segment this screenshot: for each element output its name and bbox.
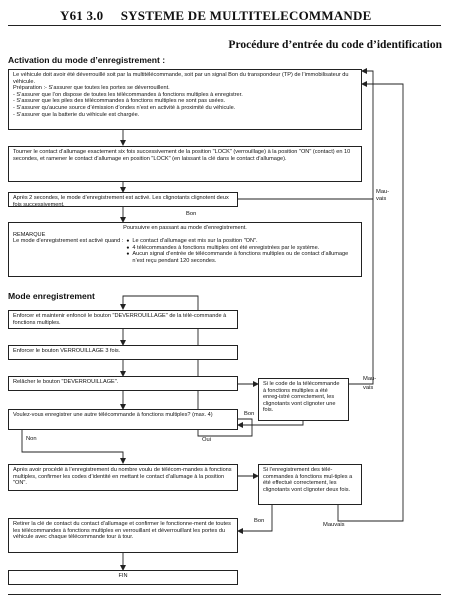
step-ignition-cycle xyxy=(8,146,362,182)
label-bad-2: Mau- vais xyxy=(363,376,377,391)
step-press-lock-text: Enforcer le bouton VERROUILLAGE 3 fois. xyxy=(13,348,121,354)
label-yes: Oui xyxy=(202,437,212,443)
step-release-unlock xyxy=(8,376,238,391)
step-mode-active xyxy=(8,192,238,207)
step-end-text: FIN xyxy=(118,573,128,579)
model-code: Y61 3.0 xyxy=(60,8,104,23)
step-hold-unlock xyxy=(8,310,238,329)
step-mode-active-text: Après 2 secondes, le mode d’enregistrement est activé. Les clignotants clignotent deux fois successivement. xyxy=(13,195,229,207)
remark-item: ● Aucun signal d’entrée de télécommande à fonctions multiples ou de contact d’allumage n’est reçu pendant 120 secondes. xyxy=(126,251,357,264)
step-preparation-text: Le véhicule doit avoir été déverrouillé soit par la multitélécommande, soit par un signal Bon du transpondeur (TP) de l’immobilisateur du véhicule. Préparation :- S’assurer que toutes les portes se déverrouillent. - S’assurer que l’on dispose de toutes les télécommandes à fonctions multiples à enregistrer. - S’assurer que les piles des télécommandes à fonctions multiples ne sont pas usées. - S’assurer qu’aucune source d’émission d’ondes n’est en activité à proximité du véhicule. - S’assurer que la batterie du véhicule est chargée. xyxy=(13,72,349,118)
label-bad-3: Mauvais xyxy=(323,522,345,528)
arrow-code-good-to-question xyxy=(238,421,303,425)
step-ignition-text: Tourner le contact d’allumage exactement six fois successivement de la position "LOCK" (verrouillage) à la position "ON" (contact) en 10 secondes, et ramener le contact d’allumage en position "LOCK" (en laissant la clé dans le contact d’allumage). xyxy=(13,149,351,162)
label-bad-1: Mau- vais xyxy=(376,189,390,202)
remark-item: ● 4 télécommandes à fonctions multiples ont été enregistrées par le système. xyxy=(126,245,357,252)
step-confirm-codes xyxy=(8,464,238,491)
check-all-registered-text: Si l’enregistrement des télé-commandes à fonctions mul-tiples a été effectué correctement, les clignotants vont clignoter deux fois. xyxy=(263,467,353,493)
step-end xyxy=(8,570,238,585)
section-activation: Activation du mode d’enregistrement : xyxy=(8,55,166,65)
procedure-title: Procédure d’entrée du code d’identification xyxy=(228,39,442,51)
step-release-unlock-text: Relâcher le bouton "DEVERROUILLAGE". xyxy=(13,379,119,385)
check-code-registered xyxy=(258,378,349,421)
step-continue-remark xyxy=(8,222,362,277)
footer-rule xyxy=(8,594,441,595)
question-another-text: Voulez-vous enregistrer une autre télécommande à fonctions multiples? (max. 4) xyxy=(13,412,213,418)
label-good-2: Bon xyxy=(244,411,255,417)
remark-list xyxy=(126,238,357,264)
step-hold-unlock-text: Enforcer et maintenir enfoncé le bouton "DEVERROUILLAGE" de la télé-commande à fonctions multiples. xyxy=(13,313,227,326)
label-good-3: Bon xyxy=(254,518,265,524)
remark-item: ● Le contact d’allumage est mis sur la position "ON". xyxy=(126,238,357,245)
check-code-registered-text: Si le code de la télécommande à fonctions multiples a été enreg-istré correctement, les clignotants vont clignoter une fois. xyxy=(263,381,340,414)
step-remove-key xyxy=(8,518,238,553)
arrow-no-to-after xyxy=(22,430,123,463)
step-remove-key-text: Retirer la clé de contact du contact d’allumage et confirmer le fonctionne-ment de toutes les télécommandes à fonctions multiples en verrouillant et déverrouillant les portes du véhicule avec chaque télécommande tour à tour. xyxy=(13,521,231,541)
section-registration: Mode enregistrement xyxy=(8,291,95,301)
system-name: SYSTEME DE MULTITELECOMMANDE xyxy=(120,8,372,23)
remark-intro: Le mode d’enregistrement est activé quand : xyxy=(13,238,124,245)
step-press-lock xyxy=(8,345,238,360)
step-confirm-codes-text: Après avoir procédé à l’enregistrement du nombre voulu de télécom-mandes à fonctions multiples, confirmer les codes d’identité en mettant le contact d’allumage à la position "ON". xyxy=(13,467,232,487)
continue-title: Poursuivre en passant au mode d’enregistrement. xyxy=(123,225,247,231)
remark-label: REMARQUE xyxy=(13,231,46,238)
check-all-registered xyxy=(258,464,362,505)
step-preparation xyxy=(8,69,362,130)
question-another-remote xyxy=(8,409,238,430)
label-good-1: Bon xyxy=(186,211,197,217)
label-no: Non xyxy=(26,436,37,442)
